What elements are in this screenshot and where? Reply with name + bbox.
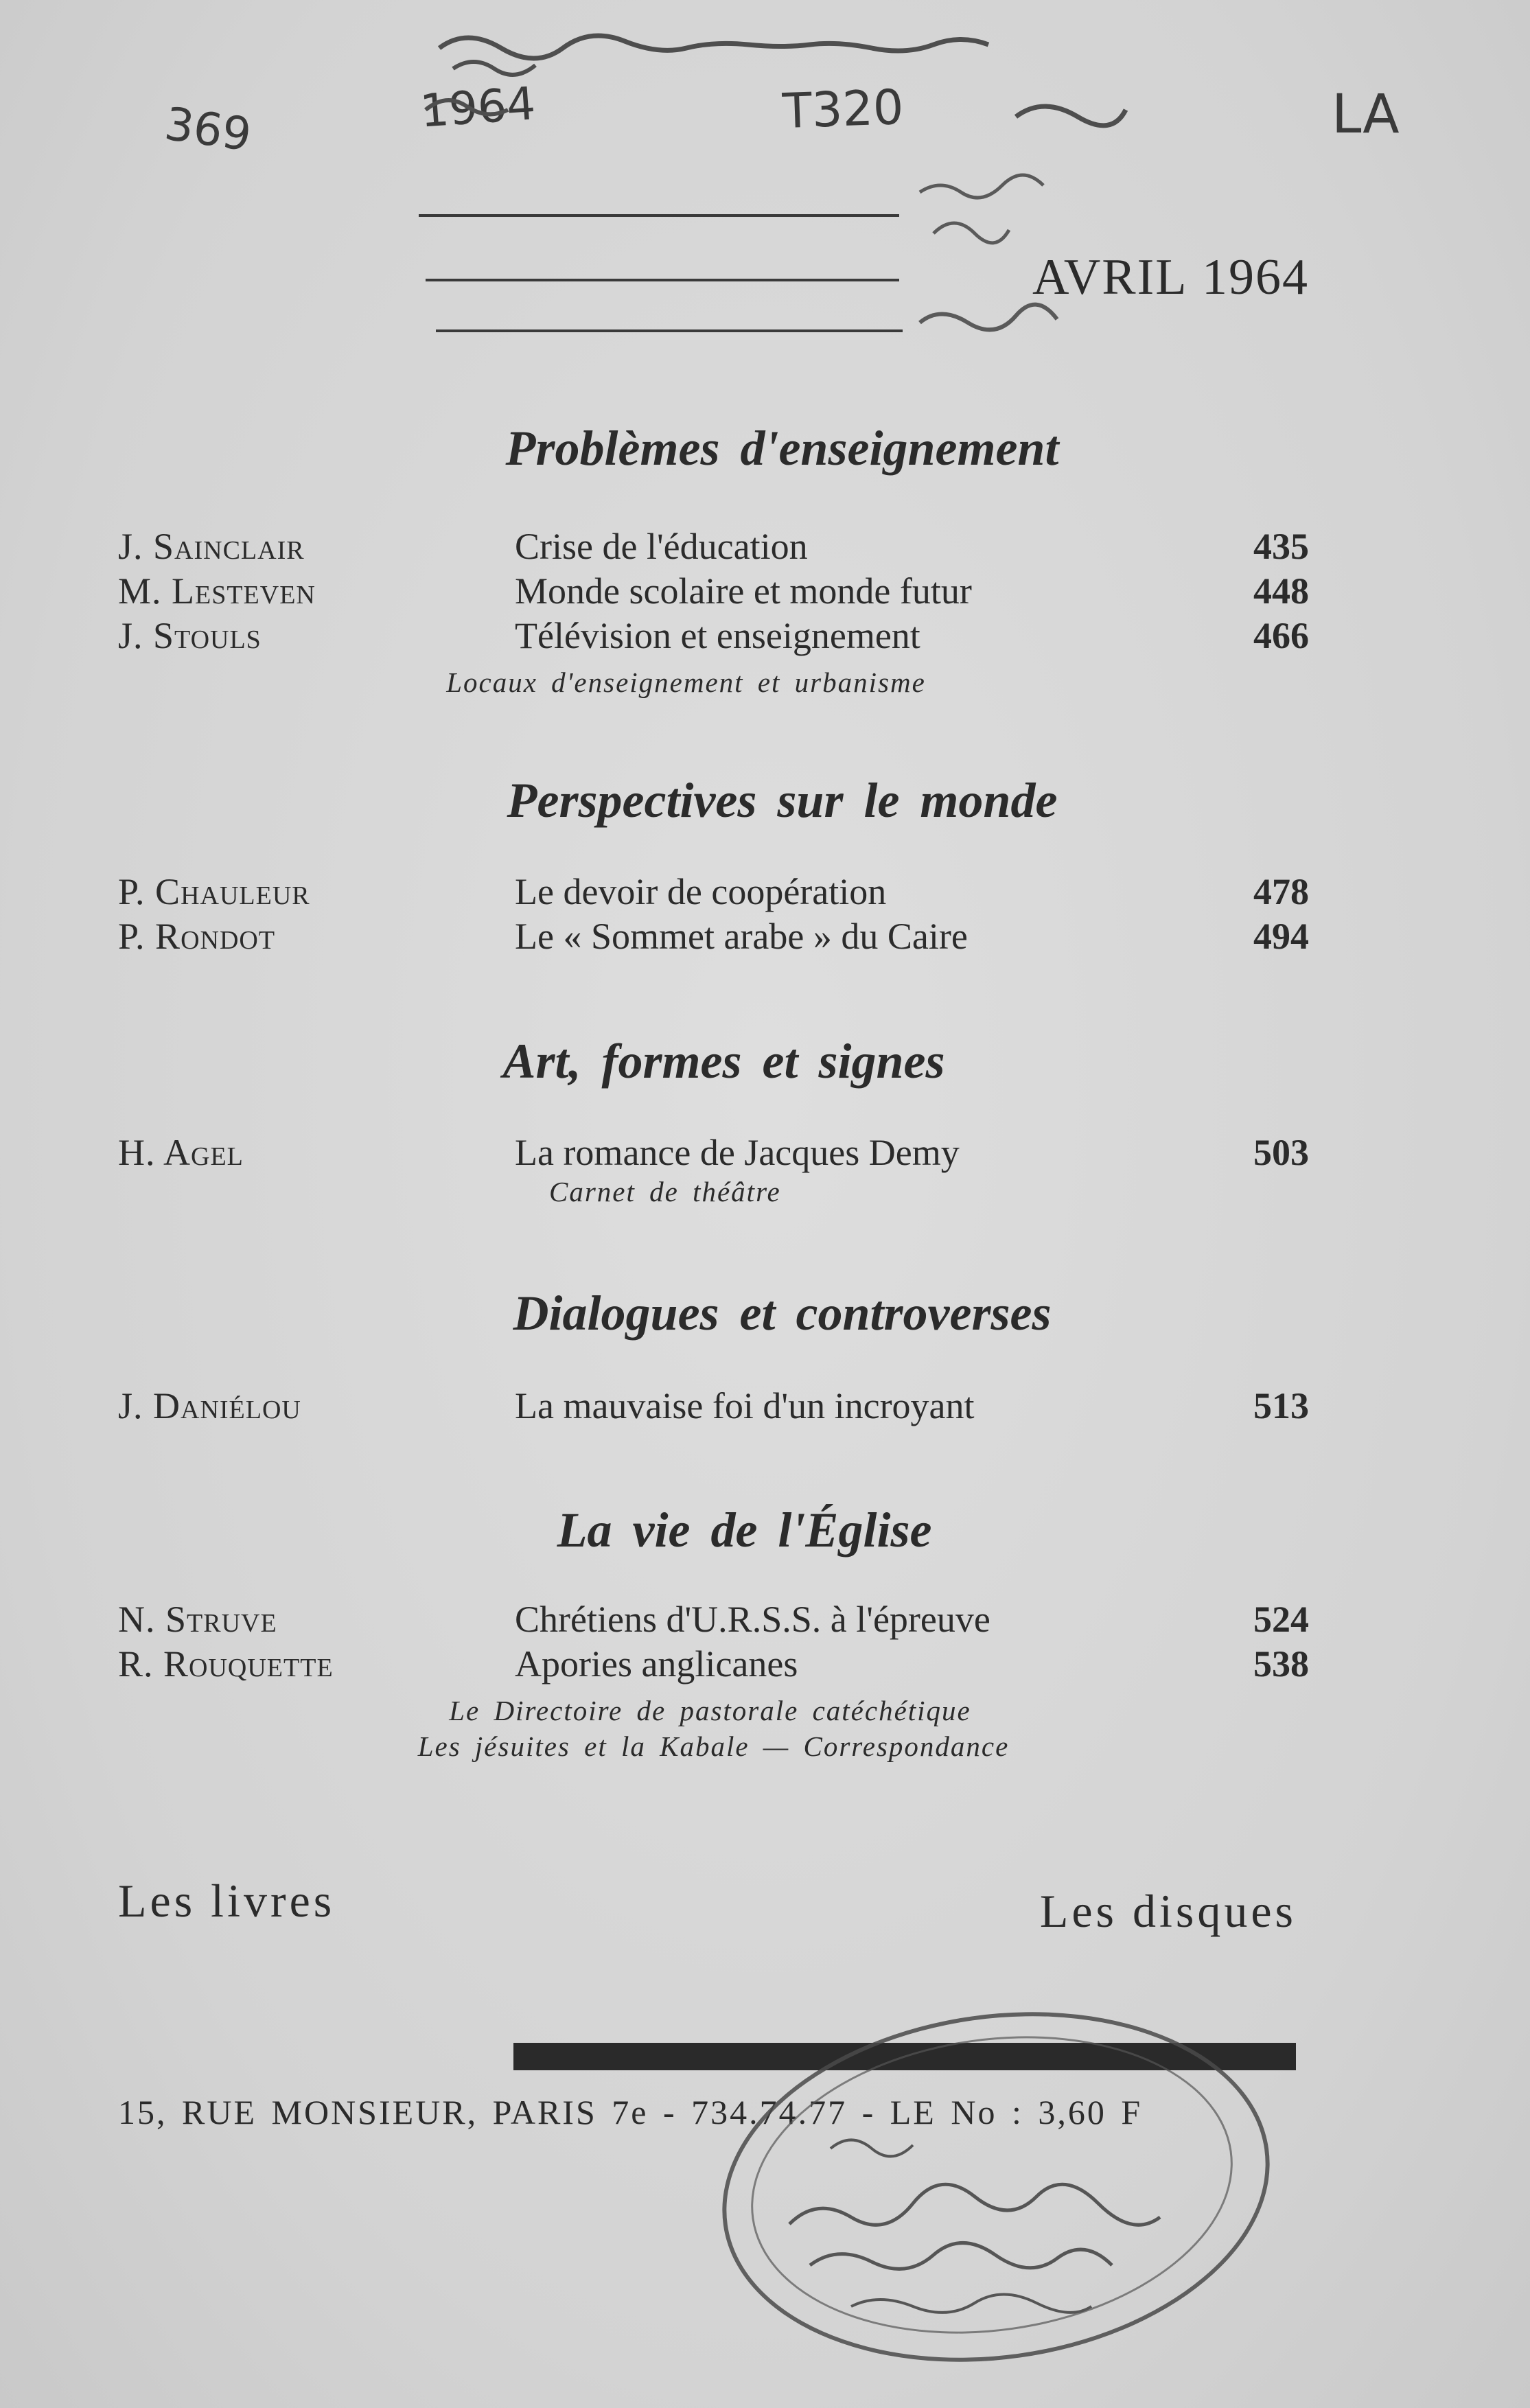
toc-entry bbox=[0, 1598, 1530, 1646]
toc-author: H. Agel bbox=[118, 1132, 244, 1173]
toc-author: P. Rondot bbox=[118, 916, 276, 957]
toc-author: J. Daniélou bbox=[118, 1385, 301, 1426]
issue-date bbox=[1032, 248, 1309, 307]
library-stamp-marks bbox=[412, 7, 1201, 364]
seal-scribble-marks bbox=[748, 2087, 1242, 2334]
toc-entry bbox=[0, 870, 1530, 918]
section-note: Locaux d'enseignement et urbanisme bbox=[446, 667, 926, 698]
toc-title: La mauvaise foi d'un incroyant bbox=[515, 1385, 975, 1426]
toc-title: Apories anglicanes bbox=[515, 1643, 798, 1685]
section-title-perspectives: Perspectives sur le monde bbox=[507, 773, 1058, 828]
toc-entry bbox=[0, 525, 1530, 573]
toc-entry bbox=[0, 614, 1530, 662]
section-title-eglise: La vie de l'Église bbox=[557, 1503, 932, 1558]
toc-author: R. Rouquette bbox=[118, 1643, 334, 1685]
toc-page: 503 bbox=[1253, 1132, 1309, 1173]
publisher-address: 15, RUE MONSIEUR, PARIS 7e - 734.74.77 - LE No : 3,60 F bbox=[118, 2093, 1143, 2131]
toc-author: M. Lesteven bbox=[118, 570, 316, 612]
records-heading: Les disques bbox=[1039, 1885, 1297, 1937]
toc-title: Le devoir de coopération bbox=[515, 871, 887, 912]
toc-title: Télévision et enseignement bbox=[515, 615, 920, 656]
handwritten-number: 369 bbox=[161, 97, 255, 162]
toc-entry bbox=[0, 570, 1530, 618]
toc-author: J. Sainclair bbox=[118, 526, 305, 567]
toc-page: 478 bbox=[1253, 871, 1309, 912]
toc-title: Le « Sommet arabe » du Caire bbox=[515, 916, 968, 957]
toc-title: Chrétiens d'U.R.S.S. à l'épreuve bbox=[515, 1599, 990, 1640]
section-title-art: Art, formes et signes bbox=[502, 1034, 945, 1089]
toc-entry bbox=[0, 1131, 1530, 1179]
issue-year: 1964 bbox=[1202, 249, 1309, 305]
toc-page: 538 bbox=[1253, 1643, 1309, 1685]
toc-author: J. Stouls bbox=[118, 615, 262, 656]
toc-page: 513 bbox=[1253, 1385, 1309, 1426]
toc-title: La romance de Jacques Demy bbox=[515, 1132, 960, 1173]
issue-month: AVRIL bbox=[1032, 249, 1188, 305]
section-note: Le Directoire de pastorale catéchétique bbox=[449, 1695, 971, 1726]
toc-page: 435 bbox=[1253, 526, 1309, 567]
toc-entry bbox=[0, 1385, 1530, 1433]
handwritten-mark: LA bbox=[1332, 84, 1400, 146]
section-note: Les jésuites et la Kabale — Correspondance bbox=[417, 1730, 1010, 1762]
section-title-enseignement: Problèmes d'enseignement bbox=[505, 421, 1059, 476]
toc-page: 466 bbox=[1253, 615, 1309, 656]
toc-title: Monde scolaire et monde futur bbox=[515, 570, 972, 612]
toc-title: Crise de l'éducation bbox=[515, 526, 808, 567]
toc-page: 494 bbox=[1253, 916, 1309, 957]
toc-author: P. Chauleur bbox=[118, 871, 310, 912]
toc-entry bbox=[0, 1643, 1530, 1691]
section-note: Carnet de théâtre bbox=[549, 1176, 781, 1207]
stamp-code: T320 bbox=[781, 78, 905, 140]
toc-page: 524 bbox=[1253, 1599, 1309, 1640]
stamp-line-1 bbox=[419, 214, 899, 217]
books-heading: Les livres bbox=[118, 1875, 336, 1927]
toc-page: 448 bbox=[1253, 570, 1309, 612]
toc-author: N. Struve bbox=[118, 1599, 277, 1640]
stamp-line-3 bbox=[436, 329, 903, 332]
stamp-year: 1964 bbox=[418, 77, 537, 138]
section-title-dialogues: Dialogues et controverses bbox=[513, 1286, 1052, 1341]
stamp-line-2 bbox=[426, 279, 899, 281]
toc-entry bbox=[0, 915, 1530, 963]
